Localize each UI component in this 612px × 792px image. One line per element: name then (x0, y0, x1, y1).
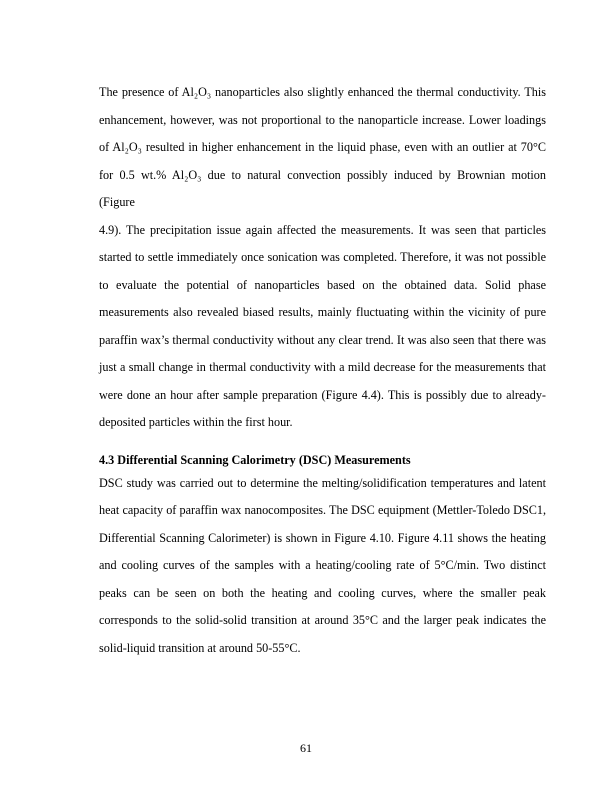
text-line: heat capacity of paraffin wax nanocomposites. The DSC equipment (Mettler-Toledo DSC1, (99, 503, 546, 517)
text-line: and cooling curves of the samples with a heating/cooling rate of 5°C/min. Two distinct (99, 558, 546, 572)
page-number: 61 (300, 741, 312, 755)
text-line: Differential Scanning Calorimeter) is shown in Figure 4.10. Figure 4.11 shows the heating (99, 530, 546, 545)
text-line: 4.9). The precipitation issue again affected the measurements. It was seen that particles (99, 222, 546, 237)
text-line: for 0.5 wt.% Al₂O₃ due to natural convection possibly induced by Brownian motion (Figure (99, 167, 546, 209)
text-line: deposited particles within the first hour. (99, 415, 293, 429)
text-line: measurements also revealed biased results, mainly fluctuating within the vicinity of pure (99, 305, 546, 319)
paragraph-dsc-measurements (99, 470, 546, 663)
text-line: peaks can be seen on both the heating and cooling curves, where the smaller peak (99, 585, 546, 600)
text-line: just a small change in thermal conductivity with a mild decrease for the measurements that (99, 360, 546, 374)
text-line: solid-liquid transition at around 50-55°C. (99, 640, 301, 655)
text-line: enhancement, however, was not proportional to the nanoparticle increase. Lower loadings (99, 112, 546, 127)
text-line: The presence of Al₂O₃ nanoparticles also slightly enhanced the thermal conductivity. This (99, 85, 546, 99)
text-line: DSC study was carried out to determine the melting/solidification temperatures and latent (99, 475, 546, 490)
text-line: to evaluate the potential of nanoparticles based on the obtained data. Solid phase (99, 277, 546, 292)
text-body (99, 79, 546, 662)
text-line: of Al₂O₃ resulted in higher enhancement in the liquid phase, even with an outlier at 70°C (99, 140, 546, 154)
text-line: paraffin wax’s thermal conductivity without any clear trend. It was also seen that there was (99, 332, 546, 347)
text-line: started to settle immediately once sonication was completed. Therefore, it was not possible (99, 250, 546, 264)
paragraph-thermal-conductivity (99, 79, 546, 437)
text-line: were done an hour after sample preparation (Figure 4.4). This is possibly due to already- (99, 387, 546, 402)
text-line: corresponds to the solid-solid transition at around 35°C and the larger peak indicates the (99, 613, 546, 627)
section-heading: 4.3 Differential Scanning Calorimetry (DSC) Measurements (99, 452, 411, 467)
